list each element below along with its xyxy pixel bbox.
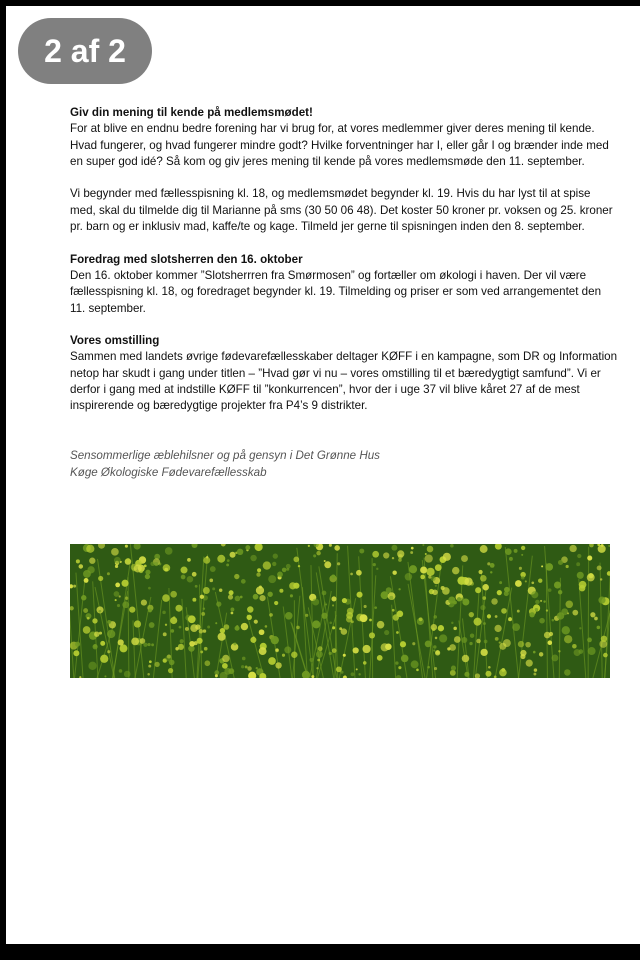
- section-dinner: [70, 186, 618, 235]
- signoff: [70, 447, 618, 481]
- section-meeting: [70, 105, 618, 170]
- section-body: Sammen med landets øvrige fødevarefællesskaber deltager KØFF i en kampagne, som DR og Information netop har skudt i gang under titlen – ”Hvad gør vi nu – vores omstilling til et bæredygtigt samfund”. Vi er derfor i gang med at indstille KØFF til ”konkurrencen”, hvor der i uge 37 vil blive kåret 27 af de mest inspirerende og bæredygtige projekter fra P4’s 9 distrikter.: [70, 350, 618, 413]
- newsletter-page: [6, 6, 640, 944]
- newsletter-content: [70, 105, 618, 481]
- dill-plants-image: [70, 544, 610, 678]
- section-body: For at blive en endnu bedre forening har vi brug for, at vores medlemmer giver deres mening til kende. Hvad fungerer, og hvad fungerer mindre godt? Hvilke forventninger har I, eller går I og brænder inde med en super god idé? Så kom og giv jeres mening til kende på vores medlemsmøde den 11. september.: [70, 122, 609, 168]
- section-heading: Vores omstilling: [70, 334, 160, 348]
- section-body: Vi begynder med fællesspisning kl. 18, og medlemsmødet begynder kl. 19. Hvis du har lyst til at spise med, skal du tilmelde dig til Marianne på sms (30 50 06 48). Det koster 50 kroner pr. voksen og 25. kroner pr. barn og er inklusiv mad, kaffe/te og kage. Tilmeld jer gerne til spisningen inden den 8. september.: [70, 187, 613, 234]
- signoff-greeting: Sensommerlige æblehilsner og på gensyn i Det Grønne Hus: [70, 448, 380, 462]
- section-lecture: [70, 252, 618, 317]
- section-heading: Foredrag med slotsherren den 16. oktober: [70, 252, 303, 266]
- page-counter-badge: 2 af 2: [18, 18, 152, 84]
- section-heading: Giv din mening til kende på medlemsmødet!: [70, 106, 313, 119]
- section-transition: [70, 333, 618, 414]
- dill-plants-photo: [70, 544, 610, 678]
- section-body: Den 16. oktober kommer ”Slotsherrren fra Smørmosen” og fortæller om økologi i haven. Der vil være fællesspisning kl. 18, og foredraget begynder kl. 19. Tilmelding og priser er som ved arrangementet den 11. september.: [70, 268, 602, 315]
- signoff-sender: Køge Økologiske Fødevarefællesskab: [70, 465, 267, 479]
